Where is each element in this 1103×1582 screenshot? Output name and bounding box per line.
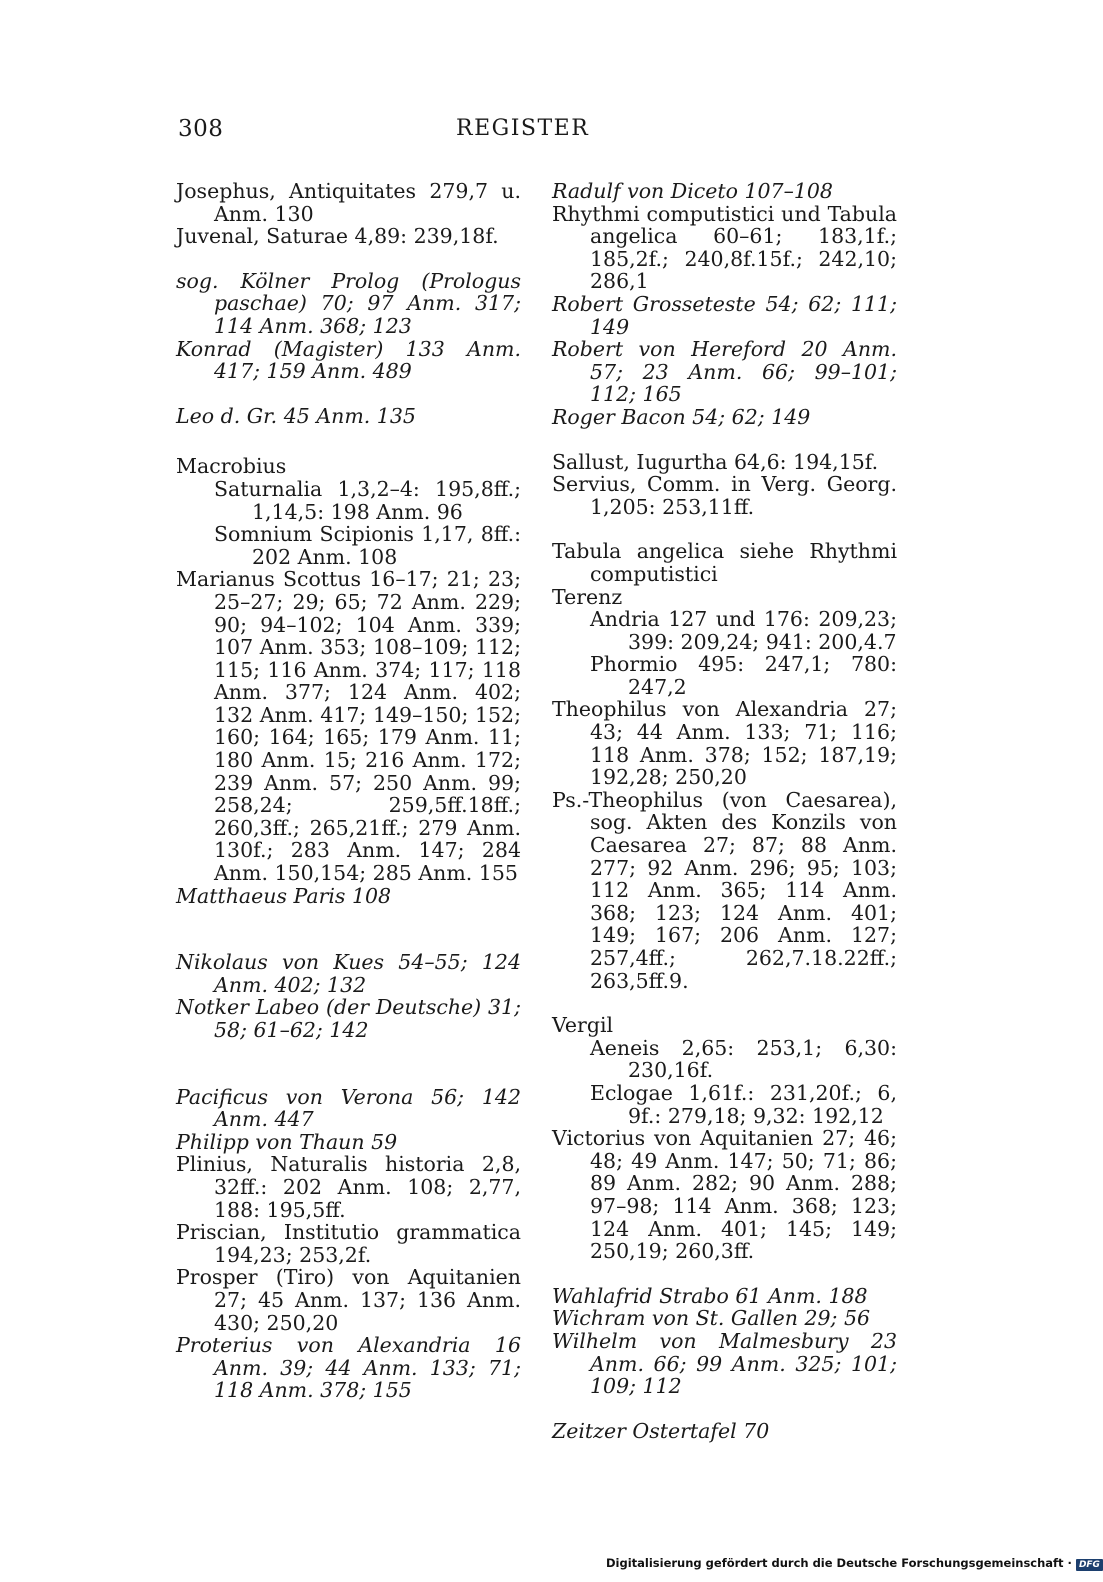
index-entry: Robert von Hereford 20 Anm. 57; 23 Anm. 66; 99–101; 112; 165 bbox=[552, 337, 897, 407]
index-entry: Philipp von Thaun 59 bbox=[176, 1129, 398, 1154]
index-entry: Rhythmi computistici und Tabula angelica 60–61; 183,1f.; 185,2f.; 240,8f.15f.; 242,10; 286,1 bbox=[552, 201, 897, 294]
page-number: 308 bbox=[178, 116, 224, 142]
footer-text: Digitalisierung gefördert durch die Deutsche Forschungsgemeinschaft · bbox=[606, 1556, 1072, 1570]
index-heading: Terenz bbox=[552, 584, 623, 609]
index-entry: Marianus Scottus 16–17; 21; 23; 25–27; 29; 65; 72 Anm. 229; 90; 94–102; 104 Anm. 339; 107 Anm. 353; 108–109; 112; 115; 116 Anm. 374; 117; 118 Anm. 377; 124 Anm. 402; 132 Anm. 417; 149–150; 152; 160; 164; 165; 179 Anm. 11; 180 Anm. 15; 216 Anm. 172; 239 Anm. 57; 250 Anm. 99; 258,24; 259,5ff.18ff.; 260,3ff.; 265,21ff.; 279 Anm. 130f.; 283 Anm. 147; 284 Anm. 150,154; 285 Anm. 155 bbox=[176, 567, 521, 886]
index-entry: Victorius von Aquitanien 27; 46; 48; 49 Anm. 147; 50; 71; 86; 89 Anm. 282; 90 Anm. 288; 97–98; 114 Anm. 368; 123; 124 Anm. 401; 145; 149; 250,19; 260,3ff. bbox=[552, 1126, 897, 1264]
index-entry: Tabula angelica siehe Rhythmi computistici bbox=[552, 539, 897, 586]
index-entry: Servius, Comm. in Verg. Georg. 1,205: 253,11ff. bbox=[552, 472, 897, 519]
index-entry: Wichram von St. Gallen 29; 56 bbox=[552, 1306, 871, 1331]
index-column-left bbox=[176, 180, 521, 1402]
index-heading: Macrobius bbox=[176, 454, 287, 479]
index-column-right bbox=[552, 180, 897, 1442]
index-entry: Nikolaus von Kues 54–55; 124 Anm. 402; 132 bbox=[176, 950, 521, 997]
index-entry: Leo d. Gr. 45 Anm. 135 bbox=[176, 403, 416, 428]
digitization-footer bbox=[606, 1556, 1103, 1571]
index-entry: Robert Grosseteste 54; 62; 111; 149 bbox=[552, 291, 897, 339]
index-entry: Zeitzer Ostertafel 70 bbox=[552, 1418, 770, 1443]
index-entry: Matthaeus Paris 108 bbox=[176, 883, 392, 908]
index-entry: Juvenal, Saturae 4,89: 239,18f. bbox=[176, 224, 499, 249]
index-entry: Prosper (Tiro) von Aquitanien 27; 45 Anm. 137; 136 Anm. 430; 250,20 bbox=[176, 1265, 521, 1335]
index-entry: Sallust, Iugurtha 64,6: 194,15f. bbox=[552, 449, 879, 474]
running-title: REGISTER bbox=[456, 116, 590, 141]
index-entry: Roger Bacon 54; 62; 149 bbox=[552, 404, 811, 429]
index-subentry: Somnium Scipionis 1,17, 8ff.: 202 Anm. 108 bbox=[214, 522, 521, 569]
index-entry: Wilhelm von Malmesbury 23 Anm. 66; 99 Anm. 325; 101; 109; 112 bbox=[552, 1328, 897, 1399]
page-header bbox=[178, 116, 892, 148]
index-entry: Wahlafrid Strabo 61 Anm. 188 bbox=[552, 1283, 868, 1308]
index-subentry: Aeneis 2,65: 253,1; 6,30: 230,16f. bbox=[590, 1035, 897, 1083]
index-entry: Theophilus von Alexandria 27; 43; 44 Anm. 133; 71; 116; 118 Anm. 378; 152; 187,19; 192,28; 250,20 bbox=[552, 697, 897, 790]
index-entry: Priscian, Institutio grammatica 194,23; 253,2f. bbox=[176, 1220, 521, 1267]
index-heading: Vergil bbox=[552, 1013, 614, 1038]
index-subentry: Eclogae 1,61f.: 231,20f.; 6, 9f.: 279,18; 9,32: 192,12 bbox=[590, 1080, 897, 1128]
index-entry: Notker Labeo (der Deutsche) 31; 58; 61–62; 142 bbox=[176, 995, 521, 1042]
index-entry: Josephus, Antiquitates 279,7 u. Anm. 130 bbox=[176, 179, 521, 226]
index-entry: Konrad (Magister) 133 Anm. 417; 159 Anm. 489 bbox=[176, 336, 521, 384]
index-entry: sog. Kölner Prolog (Prologus paschae) 70; 97 Anm. 317; 114 Anm. 368; 123 bbox=[176, 268, 521, 338]
index-entry: Radulf von Diceto 107–108 bbox=[552, 179, 833, 203]
index-subentry: Phormio 495: 247,1; 780: 247,2 bbox=[590, 652, 897, 699]
index-subentry: Andria 127 und 176: 209,23; 399: 209,24; 941: 200,4.7 bbox=[590, 607, 897, 654]
index-entry: Plinius, Naturalis historia 2,8, 32ff.: 202 Anm. 108; 2,77, 188: 195,5ff. bbox=[176, 1152, 521, 1222]
dfg-logo: DFG bbox=[1076, 1559, 1103, 1571]
index-subentry: Saturnalia 1,3,2–4: 195,8ff.; 1,14,5: 198 Anm. 96 bbox=[214, 476, 521, 524]
index-entry: Proterius von Alexandria 16 Anm. 39; 44 Anm. 133; 71; 118 Anm. 378; 155 bbox=[176, 1333, 521, 1403]
index-entry: Pacificus von Verona 56; 142 Anm. 447 bbox=[176, 1084, 521, 1132]
index-entry: Ps.-Theophilus (von Caesarea), sog. Akten des Konzils von Caesarea 27; 87; 88 Anm. 277; 92 Anm. 296; 95; 103; 112 Anm. 365; 114 Anm. 368; 123; 124 Anm. 401; 149; 167; 206 Anm. 127; 257,4ff.; 262,7.18.22ff.; 263,5ff.9. bbox=[552, 787, 897, 993]
